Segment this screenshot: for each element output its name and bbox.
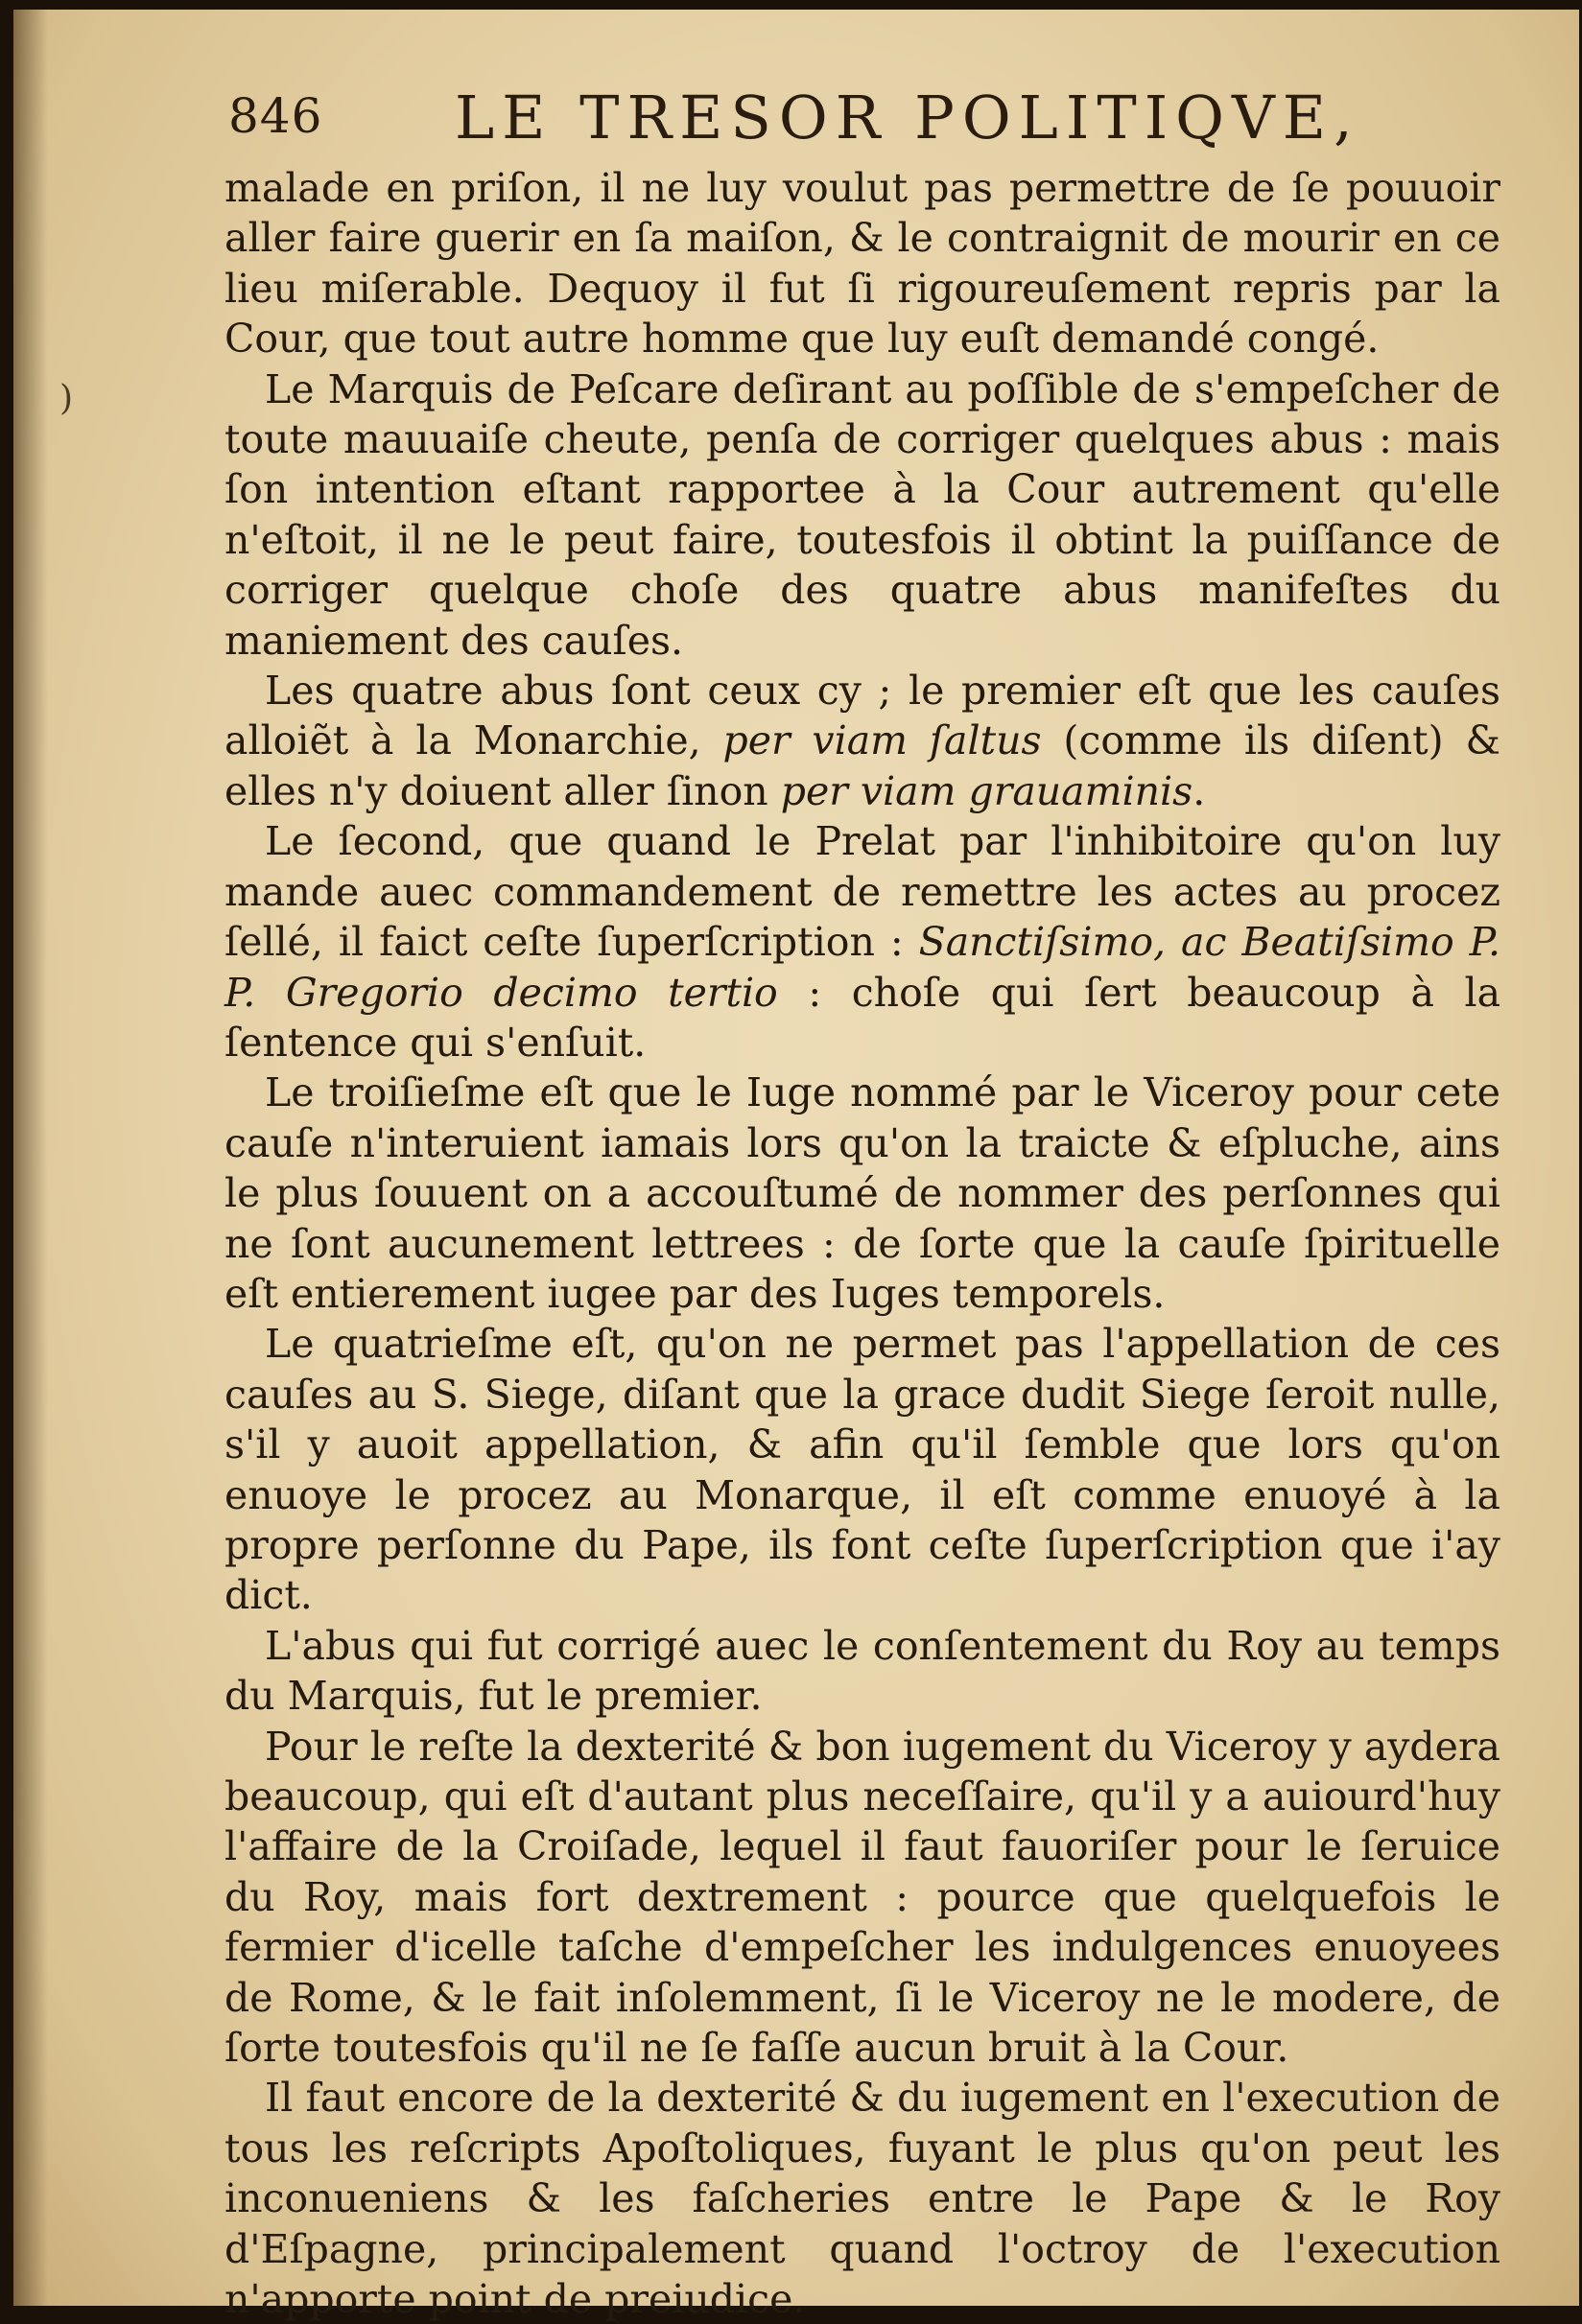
paragraph-7: L'abus qui fut corrigé auec le conſentement du Roy au temps du Marquis, fut le premier. xyxy=(224,1622,1500,1720)
paragraph-3-latin-1: per viam ſaltus xyxy=(722,717,1042,764)
running-title: LE TRESOR POLITIQVE, xyxy=(455,82,1360,153)
book-page xyxy=(13,10,1579,2323)
body-text xyxy=(224,163,1500,2324)
page-number: 846 xyxy=(228,88,323,144)
paragraph-8: Pour le reſte la dexterité & bon iugement du Viceroy y aydera beaucoup, qui eſt d'autant plus neceſſaire, qu'il y a auiourd'huy l'affaire de la Croiſade, lequel il faut fauoriſer pour le ſeruice du Roy, mais fort dextrement : pource que quelquefois le fermier d'icelle taſche d'empeſcher les indulgences enuoyees de Rome, & le fait inſolemment, ſi le Viceroy ne le modere, de ſorte toutesfois qu'il ne ſe faſſe aucun bruit à la Cour. xyxy=(224,1723,1500,2072)
paragraph-3-latin-2: per viam grauaminis xyxy=(780,767,1193,814)
paragraph-4-text-a: Le ſecond, que quand le Prelat par l'inhibitoire qu'on luy mande auec commandement de remettre les actes au procez ſellé, il faict ceſte ſuperſcription : xyxy=(224,818,1500,966)
page-header xyxy=(205,82,1452,159)
paragraph-2: Le Marquis de Peſcare deſirant au poſſible de s'empeſcher de toute mauuaiſe cheute, penſa de corriger quelques abus : mais ſon intention eſtant rapportee à la Cour autrement qu'elle n'eſtoit, il ne le peut faire, toutesfois il obtint la puiſſance de corriger quelque choſe des quatre abus manifeſtes du maniement des cauſes. xyxy=(224,365,1500,664)
paragraph-3 xyxy=(224,666,1500,816)
paragraph-6: Le quatrieſme eſt, qu'on ne permet pas l'appellation de ces cauſes au S. Siege, diſant que la grace dudit Siege ſeroit nulle, s'il y auoit appellation, & afin qu'il ſemble que lors qu'on enuoye le procez au Monarque, il eſt comme enuoyé à la propre perſonne du Pape, ils font ceſte ſuperſcription que i'ay dict. xyxy=(224,1321,1500,1619)
margin-mark: ) xyxy=(59,379,74,418)
paragraph-4 xyxy=(224,816,1500,1068)
paragraph-4-text-b: : choſe qui ſert beaucoup à la ſentence qui s'enſuit. xyxy=(224,969,1501,1066)
paragraph-3-text-b: (comme ils diſent) & elles n'y doiuent aller ſinon xyxy=(224,717,1500,814)
paragraph-3-text-c: . xyxy=(1192,767,1206,814)
paragraph-5: Le troiſieſme eſt que le Iuge nommé par le Viceroy pour cete cauſe n'interuient iamais lors qu'on la traicte & eſpluche, ains le plus ſouuent on a accouſtumé de nommer des perſonnes qui ne ſont aucunement lettrees : de ſorte que la cauſe ſpirituelle eſt entierement iugee par des Iuges temporels. xyxy=(224,1069,1500,1317)
paragraph-9: Il faut encore de la dexterité & du iugement en l'execution de tous les reſcripts Apoſtoliques, fuyant le plus qu'on peut les inconueniens & les faſcheries entre le Pape & le Roy d'Eſpagne, principalement quand l'octroy de l'execution n'apporte point de preiudice. xyxy=(224,2075,1500,2323)
paragraph-1: malade en priſon, il ne luy voulut pas permettre de ſe pouuoir aller faire guerir en ſa maiſon, & le contraignit de mourir en ce lieu miſerable. Dequoy il fut ſi rigoureuſement repris par la Cour, que tout autre homme que luy euſt demandé congé. xyxy=(224,165,1500,363)
paragraph-3-text-a: Les quatre abus ſont ceux cy ; le premier eſt que les cauſes alloiẽt à la Monarchie, xyxy=(224,668,1500,764)
paragraph-4-latin-dedication: Sanctiſsimo, ac Beatiſsimo P. P. Gregorio decimo tertio xyxy=(224,919,1500,1016)
page-gutter-shadow xyxy=(13,10,48,2306)
